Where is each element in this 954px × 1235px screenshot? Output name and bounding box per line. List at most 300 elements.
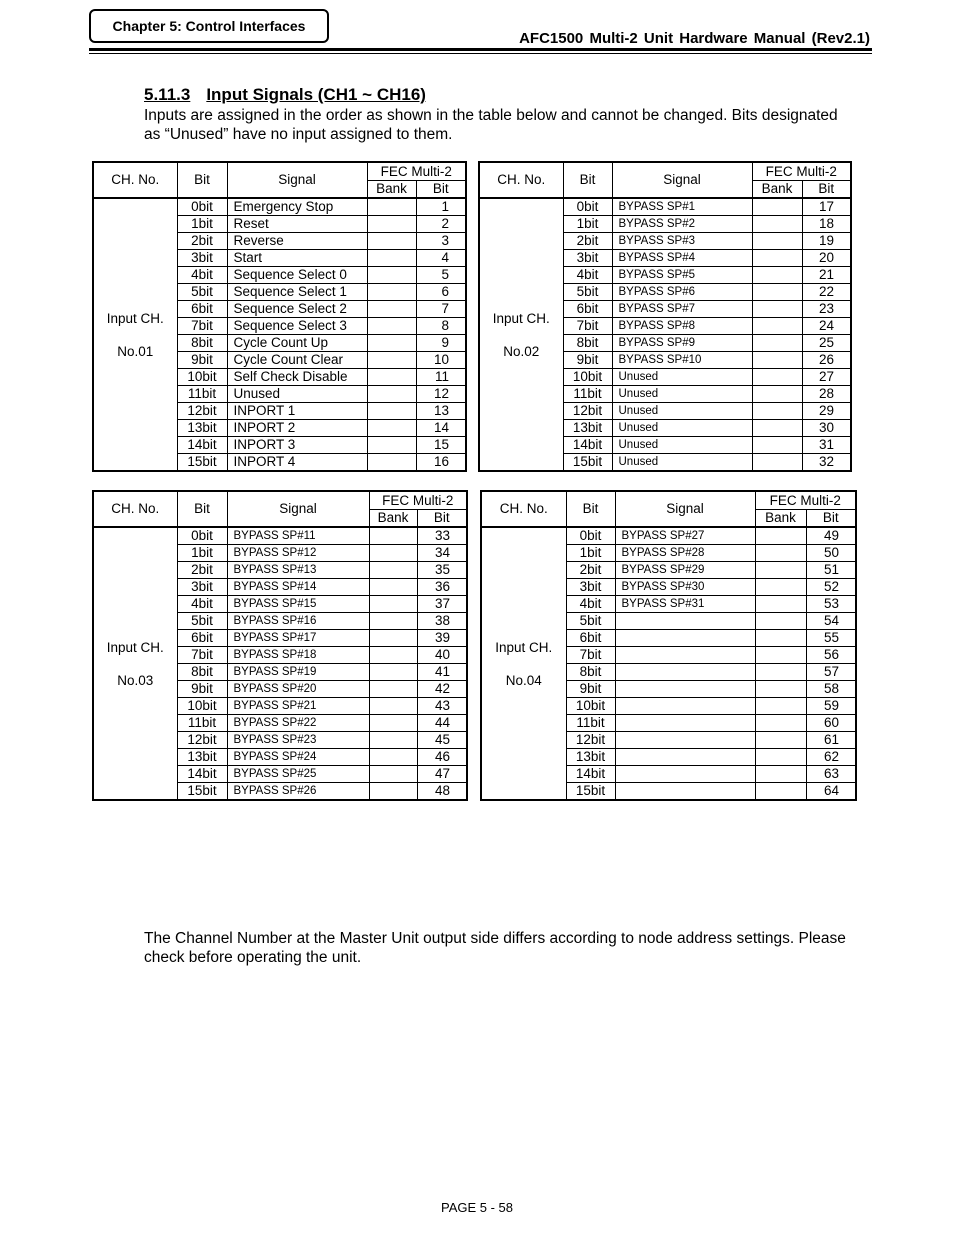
header-bit: Bit [566,491,615,527]
bit-cell: 10bit [177,369,227,386]
header-signal: Signal [227,491,369,527]
bank-cell [369,562,417,579]
signal-cell: Unused [612,403,752,420]
channel-label-line2: No.01 [117,343,154,359]
bit-cell: 2bit [177,562,227,579]
bit-cell: 15bit [566,783,615,801]
bit-cell: 11bit [563,386,612,403]
bit-cell: 7bit [563,318,612,335]
bank-cell [752,198,802,216]
channel-label-line2: No.03 [117,672,154,688]
signal-cell: Cycle Count Up [227,335,367,352]
bit-cell: 6bit [563,301,612,318]
signal-cell: BYPASS SP#13 [227,562,369,579]
signal-cell [615,749,755,766]
fec-bit-cell: 39 [417,630,467,647]
header-rule-thin [89,53,872,54]
bank-cell [367,454,416,472]
bit-cell: 11bit [177,715,227,732]
bank-cell [755,613,806,630]
fec-bit-cell: 8 [416,318,466,335]
bit-cell: 0bit [177,198,227,216]
signal-cell: BYPASS SP#29 [615,562,755,579]
fec-bit-cell: 29 [802,403,851,420]
channel-label-line2: No.02 [503,343,540,359]
bank-cell [755,527,806,545]
fec-bit-cell: 59 [806,698,856,715]
signal-cell: Start [227,250,367,267]
signal-cell: Reverse [227,233,367,250]
fec-bit-cell: 44 [417,715,467,732]
bit-cell: 1bit [177,216,227,233]
signal-cell: Unused [227,386,367,403]
signal-cell [615,681,755,698]
header-fec-multi2: FEC Multi-2 [755,491,856,510]
signal-cell: BYPASS SP#16 [227,613,369,630]
bank-cell [752,352,802,369]
bit-cell: 0bit [177,527,227,545]
fec-bit-cell: 47 [417,766,467,783]
bit-cell: 13bit [177,420,227,437]
bit-cell: 12bit [563,403,612,420]
fec-bit-cell: 9 [416,335,466,352]
fec-bit-cell: 40 [417,647,467,664]
bank-cell [755,647,806,664]
fec-bit-cell: 12 [416,386,466,403]
signal-cell: BYPASS SP#17 [227,630,369,647]
bit-cell: 14bit [177,437,227,454]
fec-bit-cell: 46 [417,749,467,766]
header-signal: Signal [227,162,367,198]
bit-cell: 12bit [177,732,227,749]
bank-cell [752,284,802,301]
bit-cell: 3bit [566,579,615,596]
chapter-label: Chapter 5: Control Interfaces [89,9,329,43]
bit-cell: 5bit [566,613,615,630]
bit-cell: 8bit [566,664,615,681]
bank-cell [752,301,802,318]
signal-cell: BYPASS SP#25 [227,766,369,783]
signal-cell: BYPASS SP#3 [612,233,752,250]
signal-cell: INPORT 1 [227,403,367,420]
signal-cell: INPORT 3 [227,437,367,454]
section-number: 5.11.3 [144,85,191,104]
signal-cell: Sequence Select 2 [227,301,367,318]
fec-bit-cell: 6 [416,284,466,301]
signal-cell: BYPASS SP#23 [227,732,369,749]
signal-cell: BYPASS SP#30 [615,579,755,596]
fec-bit-cell: 31 [802,437,851,454]
header-fec-bit: Bit [806,510,856,528]
bank-cell [755,562,806,579]
signal-cell: BYPASS SP#27 [615,527,755,545]
fec-bit-cell: 2 [416,216,466,233]
bit-cell: 7bit [177,318,227,335]
fec-bit-cell: 4 [416,250,466,267]
signal-cell [615,647,755,664]
signal-cell: Unused [612,437,752,454]
bank-cell [367,233,416,250]
signal-cell: BYPASS SP#4 [612,250,752,267]
signal-cell: BYPASS SP#28 [615,545,755,562]
bank-cell [752,318,802,335]
bit-cell: 6bit [566,630,615,647]
bit-cell: 8bit [563,335,612,352]
signal-cell: INPORT 4 [227,454,367,472]
bit-cell: 12bit [177,403,227,420]
channel-label-line1: Input CH. [495,639,553,655]
fec-bit-cell: 1 [416,198,466,216]
bank-cell [369,783,417,801]
bit-cell: 10bit [177,698,227,715]
bit-cell: 15bit [177,783,227,801]
fec-bit-cell: 53 [806,596,856,613]
bank-cell [367,403,416,420]
bank-cell [755,579,806,596]
header-fec-bit: Bit [417,510,467,528]
signal-cell: Reset [227,216,367,233]
signal-cell [615,766,755,783]
header-ch-no: CH. No. [93,162,177,198]
signal-cell: BYPASS SP#24 [227,749,369,766]
intro-paragraph: Inputs are assigned in the order as shown in the table below and cannot be changed. Bits designated as “Unused” have no input assigned to them. [144,107,838,143]
bit-cell: 10bit [566,698,615,715]
signal-cell [615,664,755,681]
fec-bit-cell: 35 [417,562,467,579]
header-signal: Signal [615,491,755,527]
bank-cell [755,715,806,732]
signal-cell: Self Check Disable [227,369,367,386]
bank-cell [369,664,417,681]
fec-bit-cell: 61 [806,732,856,749]
signal-cell: BYPASS SP#14 [227,579,369,596]
bit-cell: 0bit [563,198,612,216]
bank-cell [367,301,416,318]
fec-bit-cell: 62 [806,749,856,766]
bit-cell: 10bit [563,369,612,386]
fec-bit-cell: 15 [416,437,466,454]
bank-cell [369,545,417,562]
signal-cell: Sequence Select 1 [227,284,367,301]
channel-label [481,527,566,800]
bank-cell [369,749,417,766]
table-row [93,527,467,545]
fec-bit-cell: 11 [416,369,466,386]
signal-cell: BYPASS SP#7 [612,301,752,318]
fec-bit-cell: 34 [417,545,467,562]
fec-bit-cell: 43 [417,698,467,715]
bank-cell [367,318,416,335]
fec-bit-cell: 30 [802,420,851,437]
signal-cell: BYPASS SP#15 [227,596,369,613]
table-body [93,527,467,800]
bit-cell: 7bit [177,647,227,664]
bank-cell [752,437,802,454]
signal-cell: BYPASS SP#31 [615,596,755,613]
bank-cell [755,732,806,749]
bit-cell: 13bit [563,420,612,437]
bit-cell: 5bit [177,613,227,630]
bit-cell: 7bit [566,647,615,664]
bit-cell: 1bit [566,545,615,562]
page-number: PAGE 5 - 58 [440,1200,513,1215]
bit-cell: 2bit [566,562,615,579]
signal-cell: BYPASS SP#6 [612,284,752,301]
fec-bit-cell: 64 [806,783,856,801]
fec-bit-cell: 54 [806,613,856,630]
fec-bit-cell: 56 [806,647,856,664]
bit-cell: 9bit [563,352,612,369]
bit-cell: 14bit [563,437,612,454]
channel-label [479,198,563,471]
fec-bit-cell: 16 [416,454,466,472]
bank-cell [755,681,806,698]
channel-label-line1: Input CH. [106,310,164,326]
bit-cell: 4bit [563,267,612,284]
header-bank: Bank [367,181,416,199]
bit-cell: 1bit [177,545,227,562]
bank-cell [755,630,806,647]
bit-cell: 4bit [177,596,227,613]
bit-cell: 0bit [566,527,615,545]
table-row [479,198,851,216]
bank-cell [369,715,417,732]
signal-cell: BYPASS SP#20 [227,681,369,698]
fec-bit-cell: 26 [802,352,851,369]
bit-cell: 2bit [563,233,612,250]
input-table-ch01 [92,161,467,472]
bank-cell [367,335,416,352]
header-signal: Signal [612,162,752,198]
header-ch-no: CH. No. [479,162,563,198]
header-bit: Bit [563,162,612,198]
bank-cell [367,250,416,267]
bank-cell [752,250,802,267]
signal-cell: Unused [612,420,752,437]
bit-cell: 9bit [177,681,227,698]
signal-cell: BYPASS SP#22 [227,715,369,732]
signal-cell: BYPASS SP#5 [612,267,752,284]
bit-cell: 6bit [177,630,227,647]
table-body [479,198,851,471]
bank-cell [752,403,802,420]
signal-cell [615,732,755,749]
fec-bit-cell: 57 [806,664,856,681]
bank-cell [369,732,417,749]
bank-cell [755,783,806,801]
bit-cell: 12bit [566,732,615,749]
fec-bit-cell: 60 [806,715,856,732]
bank-cell [367,369,416,386]
table-body [481,527,856,800]
bit-cell: 5bit [177,284,227,301]
fec-bit-cell: 14 [416,420,466,437]
header-bank: Bank [755,510,806,528]
signal-cell [615,783,755,801]
table-row [481,527,856,545]
bit-cell: 1bit [563,216,612,233]
fec-bit-cell: 51 [806,562,856,579]
bit-cell: 9bit [177,352,227,369]
fec-bit-cell: 5 [416,267,466,284]
bit-cell: 3bit [563,250,612,267]
bit-cell: 14bit [566,766,615,783]
bank-cell [367,437,416,454]
bank-cell [367,352,416,369]
bank-cell [752,454,802,472]
signal-cell: Emergency Stop [227,198,367,216]
bank-cell [755,749,806,766]
bank-cell [369,766,417,783]
signal-cell: Unused [612,386,752,403]
header-bank: Bank [752,181,802,199]
fec-bit-cell: 20 [802,250,851,267]
signal-cell: BYPASS SP#2 [612,216,752,233]
fec-bit-cell: 55 [806,630,856,647]
fec-bit-cell: 48 [417,783,467,801]
signal-cell: INPORT 2 [227,420,367,437]
channel-label-line1: Input CH. [106,639,164,655]
bit-cell: 9bit [566,681,615,698]
bank-cell [755,664,806,681]
bank-cell [752,420,802,437]
fec-bit-cell: 42 [417,681,467,698]
signal-cell: BYPASS SP#10 [612,352,752,369]
fec-bit-cell: 38 [417,613,467,630]
channel-label-line2: No.04 [505,672,542,688]
input-table-ch04 [480,490,857,801]
fec-bit-cell: 10 [416,352,466,369]
bit-cell: 5bit [563,284,612,301]
fec-bit-cell: 49 [806,527,856,545]
fec-bit-cell: 45 [417,732,467,749]
bit-cell: 2bit [177,233,227,250]
header-bank: Bank [369,510,417,528]
signal-cell: Sequence Select 0 [227,267,367,284]
closing-note: The Channel Number at the Master Unit output side differs according to node address settings. Please check before operating the unit. [144,930,846,966]
signal-cell: Unused [612,454,752,472]
table-row [93,198,466,216]
signal-cell [615,715,755,732]
header-rule-thick [89,48,872,51]
input-table-ch02 [478,161,852,472]
fec-bit-cell: 37 [417,596,467,613]
signal-cell: Unused [612,369,752,386]
bank-cell [367,386,416,403]
bank-cell [367,198,416,216]
header-bit: Bit [177,162,227,198]
header-fec-multi2: FEC Multi-2 [369,491,467,510]
bank-cell [369,527,417,545]
section-title: Input Signals (CH1 ~ CH16) [206,85,426,104]
bank-cell [755,698,806,715]
header-fec-multi2: FEC Multi-2 [367,162,466,181]
bank-cell [755,596,806,613]
fec-bit-cell: 25 [802,335,851,352]
fec-bit-cell: 3 [416,233,466,250]
channel-label [93,527,177,800]
bit-cell: 15bit [177,454,227,472]
channel-label [93,198,177,471]
signal-cell: BYPASS SP#26 [227,783,369,801]
bank-cell [367,216,416,233]
fec-bit-cell: 28 [802,386,851,403]
header-ch-no: CH. No. [93,491,177,527]
header-bit: Bit [177,491,227,527]
bank-cell [752,233,802,250]
bit-cell: 15bit [563,454,612,472]
bank-cell [369,596,417,613]
signal-cell [615,630,755,647]
signal-cell: BYPASS SP#11 [227,527,369,545]
fec-bit-cell: 27 [802,369,851,386]
bank-cell [369,681,417,698]
bank-cell [755,545,806,562]
signal-cell [615,698,755,715]
signal-cell: Cycle Count Clear [227,352,367,369]
bit-cell: 11bit [177,386,227,403]
bit-cell: 3bit [177,250,227,267]
fec-bit-cell: 50 [806,545,856,562]
fec-bit-cell: 41 [417,664,467,681]
bank-cell [369,630,417,647]
header-fec-multi2: FEC Multi-2 [752,162,851,181]
header-fec-bit: Bit [416,181,466,199]
bit-cell: 14bit [177,766,227,783]
signal-cell: BYPASS SP#12 [227,545,369,562]
bit-cell: 6bit [177,301,227,318]
fec-bit-cell: 33 [417,527,467,545]
fec-bit-cell: 36 [417,579,467,596]
bank-cell [367,267,416,284]
fec-bit-cell: 52 [806,579,856,596]
fec-bit-cell: 19 [802,233,851,250]
signal-cell: Sequence Select 3 [227,318,367,335]
fec-bit-cell: 24 [802,318,851,335]
fec-bit-cell: 23 [802,301,851,318]
signal-cell: BYPASS SP#18 [227,647,369,664]
table-body [93,198,466,471]
bank-cell [369,579,417,596]
bank-cell [755,766,806,783]
bank-cell [369,613,417,630]
fec-bit-cell: 18 [802,216,851,233]
fec-bit-cell: 7 [416,301,466,318]
fec-bit-cell: 32 [802,454,851,472]
signal-cell: BYPASS SP#9 [612,335,752,352]
header-ch-no: CH. No. [481,491,566,527]
fec-bit-cell: 17 [802,198,851,216]
channel-label-line1: Input CH. [492,310,550,326]
bank-cell [367,420,416,437]
bit-cell: 13bit [177,749,227,766]
bit-cell: 8bit [177,664,227,681]
bit-cell: 4bit [177,267,227,284]
fec-bit-cell: 13 [416,403,466,420]
bit-cell: 13bit [566,749,615,766]
manual-title: AFC1500 Multi-2 Unit Hardware Manual (Rev2.1) [519,30,870,47]
bank-cell [369,647,417,664]
bit-cell: 11bit [566,715,615,732]
fec-bit-cell: 58 [806,681,856,698]
input-table-ch03 [92,490,468,801]
header-fec-bit: Bit [802,181,851,199]
bank-cell [752,267,802,284]
signal-cell: BYPASS SP#8 [612,318,752,335]
signal-cell: BYPASS SP#19 [227,664,369,681]
signal-cell: BYPASS SP#21 [227,698,369,715]
bank-cell [369,698,417,715]
